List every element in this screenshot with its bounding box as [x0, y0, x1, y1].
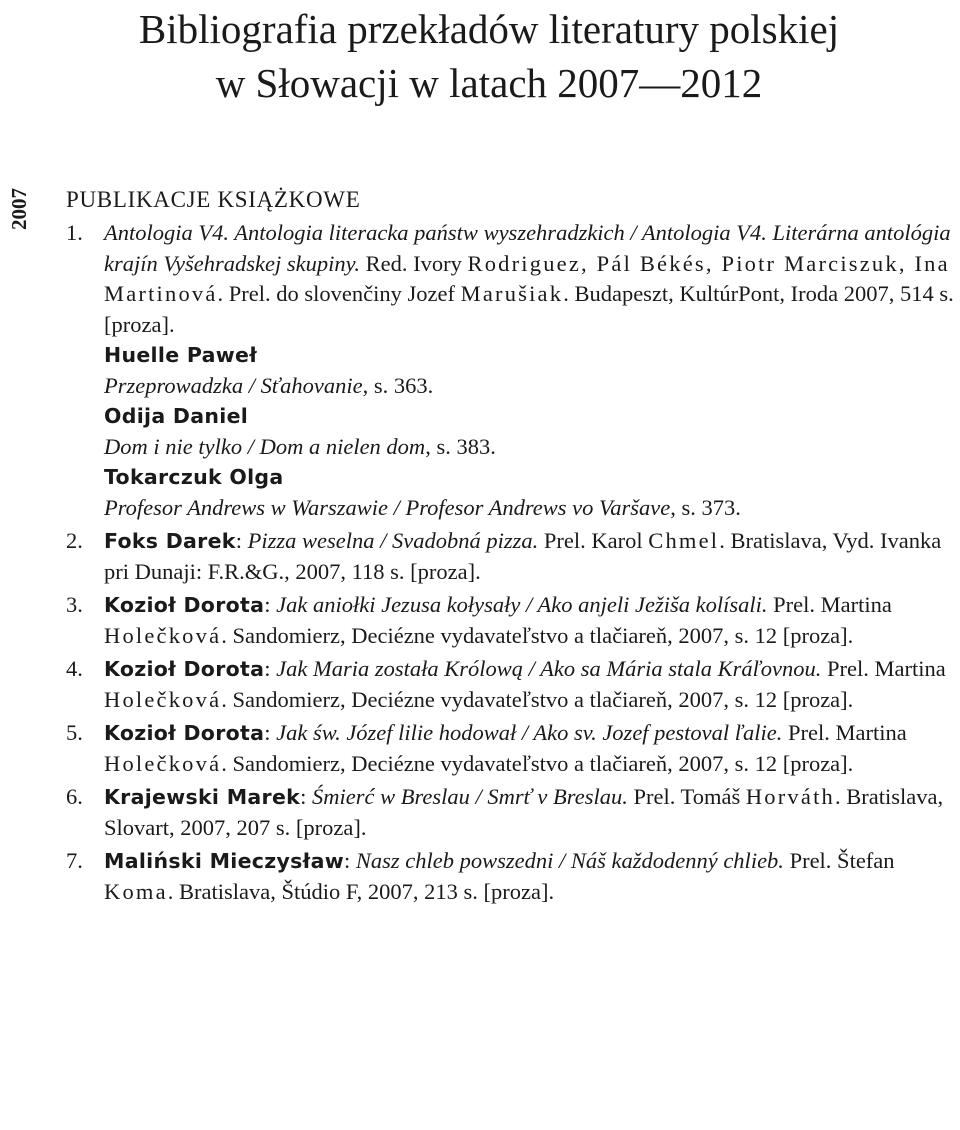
publication-info: . Budapeszt, KultúrPont, Iroda 2007, 514 s. [proza].	[104, 281, 954, 337]
entry-number: 1.	[66, 220, 83, 245]
entry-number: 3.	[66, 592, 83, 617]
entry-author: Kozioł Dorota	[104, 721, 265, 745]
entry-number: 5.	[66, 720, 83, 745]
entry-number: 2.	[66, 528, 83, 553]
translator-name: Holečková	[104, 622, 222, 648]
section-heading: PUBLIKACJE KSIĄŻKOWE	[66, 187, 361, 212]
anthology-title: Antologia V4. Antologia literacka państw wyszehradzkich / Antologia V4. Literárna antológia krajín Vyšehradskej skupiny.	[104, 220, 951, 276]
translator-name: Koma	[104, 878, 168, 904]
subentry-author: Odija Daniel	[104, 404, 249, 428]
translator-name: Chmel	[648, 528, 720, 553]
entry-2: 2. Foks Darek: Pizza weselna / Svadobná pizza. Prel. Karol Chmel. Bratislava, Vyd. Ivanka pri Dunaji: F.R.&G., 2007, 118 s. [proza].	[66, 526, 958, 587]
publication-info: . Bratislava, Štúdio F, 2007, 213 s. [proza].	[167, 878, 555, 904]
entry-body	[104, 218, 958, 523]
publication-info: . Sandomierz, Deciézne vydavateľstvo a tlačiareň, 2007, s. 12 [proza].	[221, 686, 854, 712]
translator-name: Holečková	[104, 686, 222, 712]
entry-author: Krajewski Marek	[104, 785, 301, 809]
subentry-work: Dom i nie tylko / Dom a nielen dom, s. 383.	[104, 433, 496, 459]
entry-number: 6.	[66, 784, 83, 809]
entry-author: Kozioł Dorota	[104, 657, 265, 681]
bibliography-body	[66, 182, 958, 907]
publication-info: . Bratislava, Slovart, 2007, 207 s. [proza].	[104, 784, 944, 840]
entry-number: 4.	[66, 656, 83, 681]
year-marker: 2007	[7, 188, 31, 230]
editor-names: Rodriguez, Pál Békés, Piotr Marciszuk, Ina Martinová	[104, 250, 950, 306]
publication-info: . Bratislava, Vyd. Ivanka pri Dunaji: F.R.&G., 2007, 118 s. [proza].	[104, 528, 942, 584]
publication-info: . Sandomierz, Deciézne vydavateľstvo a tlačiareň, 2007, s. 12 [proza].	[221, 622, 854, 648]
entry-4: 4. Kozioł Dorota: Jak Maria została Królową / Ako sa Mária stala Kráľovnou. Prel. Martina Holečková. Sandomierz, Deciézne vydavateľstvo a tlačiareň, 2007, s. 12 [proza].	[66, 654, 958, 715]
page-title	[24, 2, 954, 110]
entry-number: 7.	[66, 848, 83, 873]
entry-work-title: Pizza weselna / Svadobná pizza.	[247, 528, 539, 553]
entry-7: 7. Maliński Mieczysław: Nasz chleb powszedni / Náš každodenný chlieb. Prel. Štefan Koma. Bratislava, Štúdio F, 2007, 213 s. [proza].	[66, 846, 958, 907]
title-line-1: Bibliografia przekładów literatury polskiej	[138, 6, 840, 52]
subentry-author: Tokarczuk Olga	[104, 465, 284, 489]
entry-work-title: Nasz chleb powszedni / Náš každodenný chlieb.	[355, 848, 784, 873]
translation-prefix: . Prel. do slovenčiny Jozef	[217, 281, 461, 306]
entry-author: Foks Darek	[104, 529, 236, 553]
editor-prefix: Red. Ivory	[360, 250, 468, 276]
translator-name: Horváth	[745, 784, 835, 809]
entry-work-title: Jak św. Józef lilie hodował / Ako sv. Jozef pestoval ľalie.	[276, 720, 783, 745]
publication-info: . Sandomierz, Deciézne vydavateľstvo a tlačiareň, 2007, s. 12 [proza].	[221, 750, 854, 776]
subentry-author: Huelle Paweł	[104, 343, 258, 367]
entry-author: Maliński Mieczysław	[104, 849, 344, 873]
entry-6: 6. Krajewski Marek: Śmierć w Breslau / Smrť v Breslau. Prel. Tomáš Horváth. Bratislava, Slovart, 2007, 207 s. [proza].	[66, 782, 958, 843]
entry-work-title: Jak aniołki Jezusa kołysały / Ako anjeli Ježiša kolísali.	[276, 592, 768, 617]
entry-work-title: Śmierć w Breslau / Smrť v Breslau.	[311, 784, 628, 809]
entry-author: Kozioł Dorota	[104, 593, 265, 617]
title-line-2: w Słowacji w latach 2007—2012	[215, 60, 763, 106]
entry-5: 5. Kozioł Dorota: Jak św. Józef lilie hodował / Ako sv. Jozef pestoval ľalie. Prel. Martina Holečková. Sandomierz, Deciézne vydavateľstvo a tlačiareň, 2007, s. 12 [proza].	[66, 718, 958, 779]
entry-3: 3. Kozioł Dorota: Jak aniołki Jezusa kołysały / Ako anjeli Ježiša kolísali. Prel. Martina Holečková. Sandomierz, Deciézne vydavateľstvo a tlačiareň, 2007, s. 12 [proza].	[66, 590, 958, 651]
entry-work-title: Jak Maria została Królową / Ako sa Mária stala Kráľovnou.	[276, 656, 822, 681]
subentry-work: Profesor Andrews w Warszawie / Profesor Andrews vo Varšave, s. 373.	[104, 494, 741, 520]
translator-name: Marušiak	[460, 281, 564, 306]
translator-name: Holečková	[104, 750, 222, 776]
entry-1	[66, 218, 958, 523]
subentry-work: Przeprowadzka / Sťahovanie, s. 363.	[104, 372, 434, 398]
